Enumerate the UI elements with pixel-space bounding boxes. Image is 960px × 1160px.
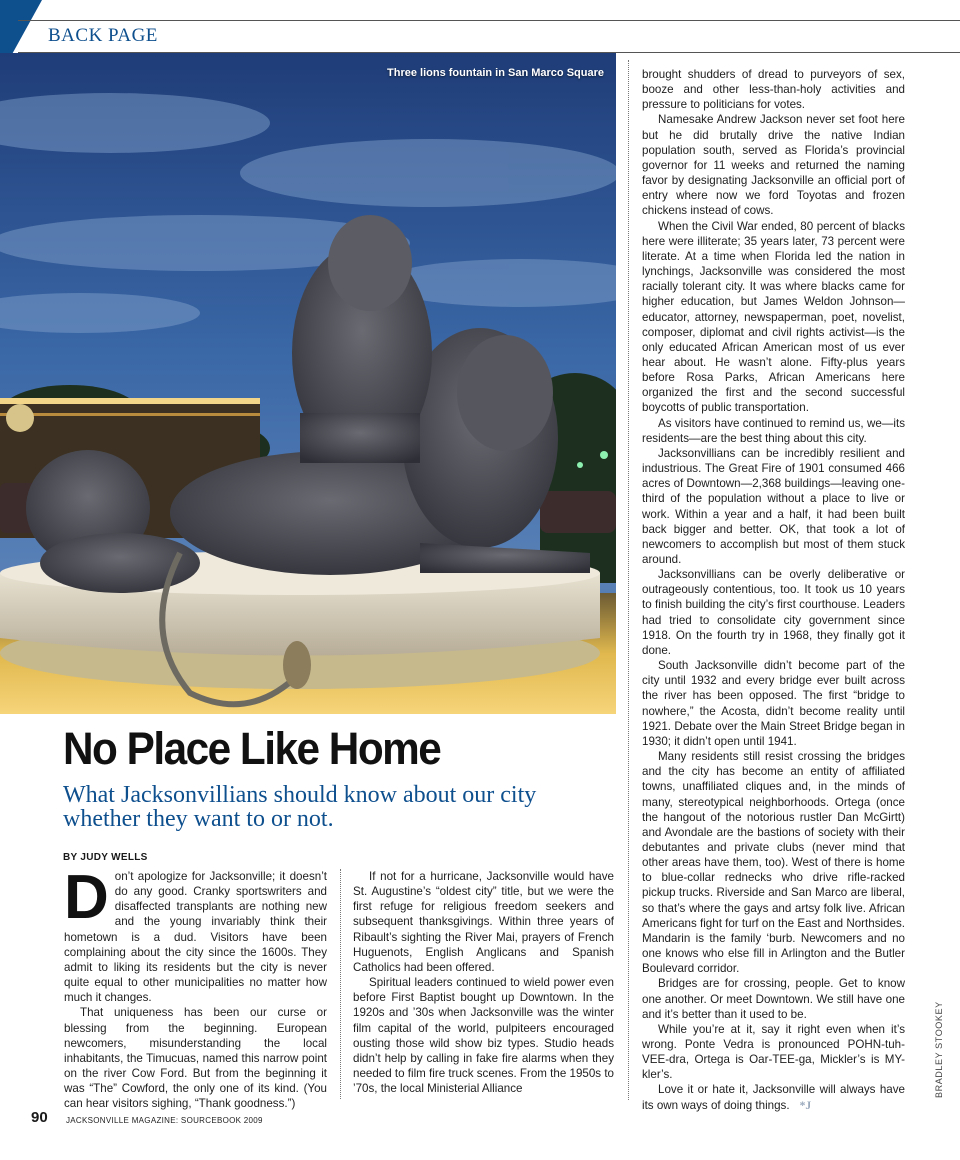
tail-tuft [283,641,311,689]
article-subtitle: What Jacksonvillians should know about our city whether they want to or not. [63,782,537,832]
lion-fountain-photo [0,53,616,714]
photo-caption: Three lions fountain in San Marco Square [387,67,604,79]
page-number: 90 [31,1109,48,1126]
body-column-2 [353,869,614,1096]
paragraph [642,1082,905,1112]
body-column-1 [64,863,327,1112]
header-rule-top [18,20,960,21]
column-divider [628,60,629,1100]
paragraph: That uniqueness has been our curse or blessing from the beginning. European newcomers, misunderstanding the local inhabitants, the Timucuas, named this narrow point on the river Cow Ford. But from the beginning it was “The” Cowford, the only one of its kind. (You can hear visitors sighing, “Thank goodness.”) [64,1006,327,1111]
paragraph-text: on’t apologize for Jacksonville; it doesn’t do any good. Cranky sportswriters and disaffected transplants are nothing new and the young invariably think their hometown is a dud. Visitors have been complaining about the city since the 1600s. They admit to liking its residents but the city is never quite equal to other municipalities no matter how much it changes. [64,870,327,1005]
end-mark: *J [799,1098,812,1112]
paragraph: When the Civil War ended, 80 percent of blacks here were illiterate; 35 years later, 73 percent were literate. At a time when Florida led the nation in lynchings, Jacksonville was considered the most racially tolerant city. It was where blacks came for higher education, but James Weldon Johnson—educator, attorney, newspaperman, poet, novelist, composer, diplomat and civil rights activist—is the only educated African American most of us ever hear about. He wasn’t alone. Fifty-plus years before Rosa Parks, African Americans here organized the first and the second successful boycotts of public transportation. [642,219,905,415]
photo-credit: BRADLEY STOOKEY [934,1001,944,1098]
paragraph-text: Love it or hate it, Jacksonville will always have its own ways of doing things. [642,1083,905,1112]
byline: BY JUDY WELLS [63,852,148,863]
column-divider [340,869,341,1099]
drop-cap: D [64,863,109,932]
paragraph: While you’re at it, say it right even when it’s wrong. Ponte Vedra is pronounced POHN-tuh-VEE-dra, Ortega is Oar-TEE-ga, Mickler’s is MY-kler’s. [642,1022,905,1082]
photo-illustration [0,53,616,714]
paragraph: If not for a hurricane, Jacksonville would have St. Augustine’s “oldest city” title, but we were the first refuge for religious freedom seekers and subsequent thanksgivings. Within three years of Ribault’s sighting the River Mai, prayers of French Huguenots, English Anglicans and Spanish Catholics had been offered. [353,870,614,974]
article-title: No Place Like Home [63,723,441,774]
paragraph: Jacksonvillians can be incredibly resilient and industrious. The Great Fire of 1901 consumed 466 acres of Downtown—2,368 buildings—leaving one-third of the population without a place to live or work. Within a year and a half, it had been built back bigger and better. OK, that took a lot of newcomers to accomplish but most of them stuck around. [642,446,905,566]
paragraph: Spiritual leaders continued to wield power even before First Baptist bought up Downtown. In the 1920s and ’30s when Jacksonville was the winter film capital of the world, pulpiteers encouraged ousting those wild show biz types. Studio heads didn’t help by calling in fake fire alarms when they needed to film fire truck scenes. From the 1950s to ’70s, the local Ministerial Alliance [353,976,614,1096]
section-label: BACK PAGE [48,25,158,46]
publication-name: JACKSONVILLE MAGAZINE: SOURCEBOOK 2009 [66,1116,263,1125]
paragraph: Bridges are for crossing, people. Get to know one another. Or meet Downtown. We still have one and it’s better than it used to be. [642,977,905,1021]
paragraph: South Jacksonville didn’t become part of the city until 1932 and every bridge ever built across the river has been opposed. The first “bridge to nowhere,” the Acosta, didn’t become reality until 1921. Debate over the Main Street Bridge began in 1930; it didn’t open until 1941. [642,659,905,748]
paragraph: Many residents still resist crossing the bridges and the city has become an entity of affiliated towns, unaffiliated cliques and, in the minds of many, stereotypical neighborhoods. Ortega (once the hangout of the notorious rustler Dan McGirtt) and Avondale are the bastions of society with their debutantes and private clubs (never mind that other areas have them, too). West of there is home to blue-collar rednecks who drive rifle-racked pickup trucks. Riverside and San Marco are liberal, so that’s where the gays and artsy folk live. African Americans fight for turf on the East and Northsides. Mandarin is the family ‘burb. Newcomers and no one knows who else fill in Arlington and the Butler Boulevard corridor. [642,750,905,976]
paragraph: As visitors have continued to remind us, we—its residents—are the best thing about this city. [642,416,905,445]
paragraph: Jacksonvillians can be overly deliberative or outrageously contentious, too. It took us 10 years to finish building the city’s first courthouse. Leaders had tried to consolidate city government since 1918. On the fourth try in 1968, they finally got it done. [642,568,905,657]
paragraph [64,863,327,1005]
body-column-3 [642,67,905,1113]
paragraph: brought shudders of dread to purveyors of sex, booze and other less-than-holy activities and pressure to politicians for votes. [642,68,905,112]
paragraph: Namesake Andrew Jackson never set foot here but he did brutally drive the native Indian population south, served as Florida’s provincial governor for 11 weeks and returned the naming favor by designating Jacksonville an official port of entry where now we ford Toyotas and frozen chickens instead of cows. [642,113,905,218]
